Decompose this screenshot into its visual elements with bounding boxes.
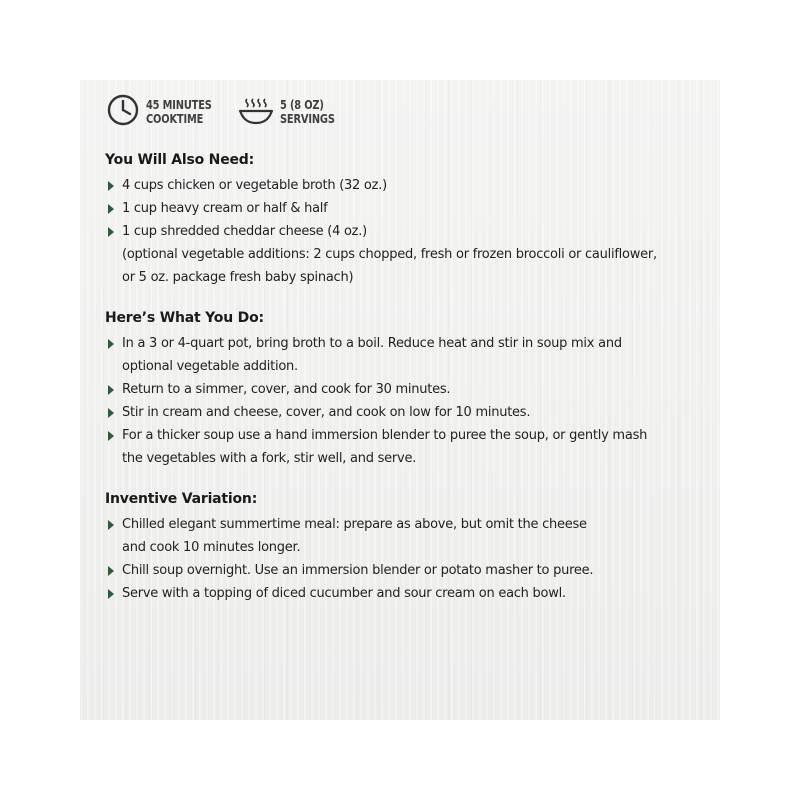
list-item: 1 cup heavy cream or half & half [105,197,705,220]
recipe-card [80,80,720,720]
section-title-need: You Will Also Need: [105,152,255,168]
bullet-arrow-icon [108,566,114,576]
need-list [105,174,705,243]
bullet-arrow-icon [108,181,114,191]
bullet-arrow-icon [108,227,114,237]
recipe-meta [106,94,359,130]
optional-additions-note [105,243,705,289]
list-item: Chill soup overnight. Use an immersion blender or potato masher to puree. [105,559,705,582]
bullet-arrow-icon [108,589,114,599]
servings-label: SERVINGS [280,112,335,126]
list-item: In a 3 or 4-quart pot, bring broth to a boil. Reduce heat and stir in soup mix and optional vegetable addition. [105,332,705,378]
bullet-arrow-icon [108,520,114,530]
list-item: 4 cups chicken or vegetable broth (32 oz.) [105,174,705,197]
list-item: Return to a simmer, cover, and cook for 30 minutes. [105,378,705,401]
cook-time [106,93,226,132]
bullet-arrow-icon [108,408,114,418]
section-gap [105,289,705,308]
note-line: (optional vegetable additions: 2 cups chopped, fresh or frozen broccoli or cauliflower, [122,247,657,262]
bullet-arrow-icon [108,385,114,395]
cook-time-text [146,98,212,126]
list-item: Chilled elegant summertime meal: prepare as above, but omit the cheese and cook 10 minutes longer. [105,513,705,559]
variation-list [105,513,705,605]
note-line: or 5 oz. package fresh baby spinach) [122,270,354,285]
servings-value: 5 (8 OZ) [280,98,324,112]
list-item: Stir in cream and cheese, cover, and cook on low for 10 minutes. [105,401,705,424]
servings [238,93,347,132]
section-title-variation: Inventive Variation: [105,491,258,507]
bullet-arrow-icon [108,431,114,441]
list-item: 1 cup shredded cheddar cheese (4 oz.) [105,220,705,243]
clock-icon [106,93,140,132]
list-item: For a thicker soup use a hand immersion blender to puree the soup, or gently mash the vegetables with a fork, stir well, and serve. [105,424,705,470]
section-gap [105,470,705,489]
bullet-arrow-icon [108,204,114,214]
steps-list [105,332,705,470]
section-title-steps: Here’s What You Do: [105,310,264,326]
cook-time-label: COOKTIME [146,112,204,126]
recipe-content [105,150,705,605]
cook-time-value: 45 MINUTES [146,98,212,112]
soup-bowl-icon [238,93,274,132]
bullet-arrow-icon [108,339,114,349]
list-item: Serve with a topping of diced cucumber and sour cream on each bowl. [105,582,705,605]
servings-text [280,98,335,126]
